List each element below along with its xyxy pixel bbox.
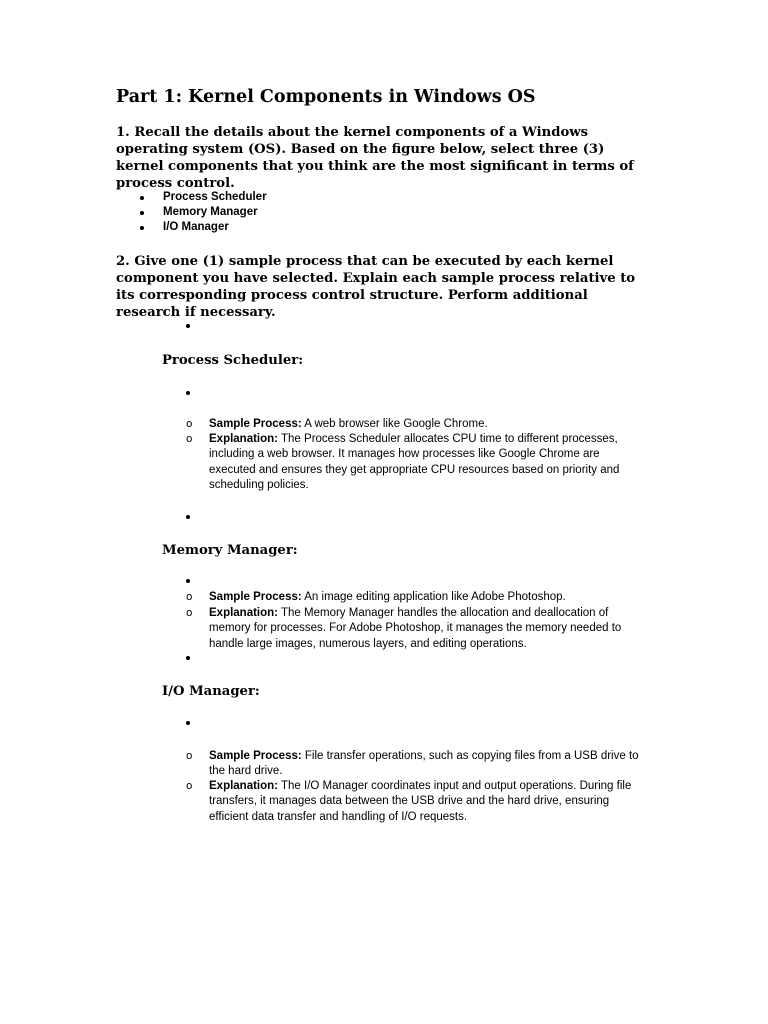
- question-2: 2. Give one (1) sample process that can be executed by each kernel component you have selected. Explain each sample process relative to its corresponding process control structure. Perform additional research if necessary.: [116, 254, 636, 320]
- selected-components-list: [140, 190, 267, 235]
- bullet-icon: [186, 721, 190, 725]
- explanation-text: The Memory Manager handles the allocation and deallocation of memory for processes. For Adobe Photoshop, it manages the memory needed to handle large images, numerous layers, and editing operations.: [209, 607, 622, 650]
- sample-process-item: [186, 590, 646, 605]
- sample-process-item: [186, 417, 646, 432]
- sub-bullet-icon: o: [186, 591, 193, 603]
- section-heading-memory-manager: Memory Manager:: [162, 543, 298, 558]
- list-item: Memory Manager: [140, 205, 267, 220]
- empty-bullet: [186, 388, 192, 398]
- empty-bullet: [186, 512, 192, 522]
- bullet-icon: [186, 579, 190, 583]
- question-1: 1. Recall the details about the kernel components of a Windows operating system (OS). Based on the figure below, select three (3) kernel components that you think are the most significant in terms of process control.: [116, 125, 634, 191]
- bullet-icon: [186, 324, 190, 328]
- list-item: I/O Manager: [140, 220, 267, 235]
- sample-label: Sample Process:: [209, 418, 302, 430]
- sample-text: An image editing application like Adobe Photoshop.: [304, 591, 566, 603]
- bullet-icon: [186, 656, 190, 660]
- explanation-item: [186, 606, 646, 652]
- explanation-label: Explanation:: [209, 780, 279, 792]
- empty-bullet: [186, 718, 192, 728]
- empty-bullet: [186, 653, 192, 663]
- sub-bullet-icon: o: [186, 607, 193, 619]
- sample-label: Sample Process:: [209, 750, 302, 762]
- explanation-text: The I/O Manager coordinates input and output operations. During file transfers, it manages data between the USB drive and the hard drive, ensuring efficient data transfer and handling of I/O requests.: [209, 780, 632, 823]
- bullet-icon: [140, 211, 144, 215]
- list-item: Process Scheduler: [140, 190, 267, 205]
- sub-bullet-icon: o: [186, 433, 193, 445]
- explanation-text: The Process Scheduler allocates CPU time to different processes, including a web browser. It manages how processes like Google Chrome are executed and ensures they get appropriate CPU resources based on priority and scheduling policies.: [209, 433, 620, 491]
- sample-process-item: [186, 749, 646, 780]
- explanation-item: [186, 779, 646, 825]
- bullet-icon: [186, 391, 190, 395]
- bullet-icon: [140, 226, 144, 230]
- bullet-icon: [140, 196, 144, 200]
- sub-bullet-icon: o: [186, 418, 193, 430]
- sub-bullet-icon: o: [186, 780, 193, 792]
- bullet-icon: [186, 515, 190, 519]
- explanation-label: Explanation:: [209, 433, 279, 445]
- sample-text: A web browser like Google Chrome.: [304, 418, 488, 430]
- explanation-label: Explanation:: [209, 607, 279, 619]
- section-heading-process-scheduler: Process Scheduler:: [162, 353, 304, 368]
- explanation-item: [186, 432, 646, 493]
- section-heading-io-manager: I/O Manager:: [162, 684, 260, 699]
- empty-bullet: [186, 321, 192, 331]
- empty-bullet: [186, 576, 192, 586]
- sample-label: Sample Process:: [209, 591, 302, 603]
- sub-bullet-icon: o: [186, 750, 193, 762]
- page-title: Part 1: Kernel Components in Windows OS: [116, 87, 536, 107]
- sample-text: File transfer operations, such as copying files from a USB drive to the hard drive.: [209, 750, 639, 778]
